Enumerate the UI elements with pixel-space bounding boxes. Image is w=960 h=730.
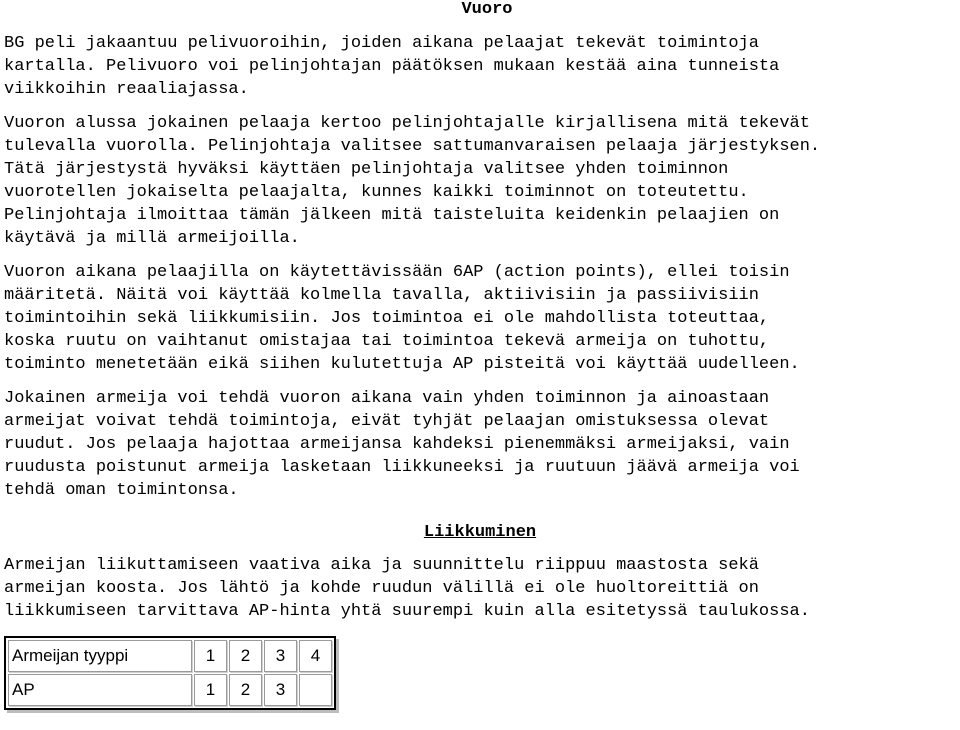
table-cell-army-type: Armeijan tyyppi — [8, 640, 192, 672]
table-cell — [299, 674, 332, 706]
table-cell: 2 — [229, 640, 262, 672]
page-title: Vuoro — [461, 0, 513, 19]
paragraph-action-points: Vuoron aikana pelaajilla on käytettävissään 6AP (action points), ellei toisin määritetä. Näitä voi käyttää kolmella tavalla, aktiivisiin ja passiivisiin toimintoihin sekä liikkumisiin. Jos toimintoa ei ole mahdollista toteuttaa, koska ruutu on vaihtanut omistajaa tai toimintoa tekevä armeija on tuhottu, toiminto menetetään eikä siihen kulutettuja AP pisteitä voi käyttää uudelleen. — [4, 263, 800, 374]
section-heading-movement: Liikkuminen — [423, 523, 537, 542]
table-cell: 2 — [229, 674, 262, 706]
table-cell: 3 — [264, 640, 297, 672]
table-cell: 1 — [194, 674, 227, 706]
table-cell: 3 — [264, 674, 297, 706]
paragraph-turn-order: Vuoron alussa jokainen pelaaja kertoo pelinjohtajalle kirjallisena mitä tekevät tulevalla vuorolla. Pelinjohtaja valitsee sattumanvaraisen pelaaja järjestyksen. Tätä järjestystä hyväksi käyttäen pelinjohtaja valitsee yhden toiminnon vuorotellen jokaiselta pelaajalta, kunnes kaikki toiminnot on toteutettu. Pelinjohtaja ilmoittaa tämän jälkeen mitä taisteluita keidenkin pelaajien on käytävä ja millä armeijoilla. — [4, 114, 821, 248]
paragraph-movement: Armeijan liikuttamiseen vaativa aika ja suunnittelu riippuu maastosta sekä armeijan koosta. Jos lähtö ja kohde ruudun välillä ei ole huoltoreittiä on liikkumiseen tarvittava AP-hinta yhtä suurempi kuin alla esitetyssä taulukossa. — [4, 556, 810, 621]
document-page — [4, 0, 956, 710]
paragraph-army-actions: Jokainen armeija voi tehdä vuoron aikana vain yhden toiminnon ja ainoastaan armeijat voivat tehdä toimintoja, eivät tyhjät pelaajan omistuksessa olevat ruudut. Jos pelaaja hajottaa armeijansa kahdeksi pienemmäksi armeijaksi, vain ruudusta poistunut armeija lasketaan liikkuneeksi ja ruutuun jäävä armeija voi tehdä oman toimintonsa. — [4, 389, 800, 500]
table-row — [8, 674, 332, 706]
table-cell: 4 — [299, 640, 332, 672]
table-row — [8, 640, 332, 672]
movement-cost-table — [4, 636, 336, 710]
table-cell: 1 — [194, 640, 227, 672]
table-cell-ap: AP — [8, 674, 192, 706]
paragraph-intro: BG peli jakaantuu pelivuoroihin, joiden aikana pelaajat tekevät toimintoja kartalla. Pelivuoro voi pelinjohtajan päätöksen mukaan kestää aina tunneista viikkoihin reaaliajassa. — [4, 34, 780, 99]
